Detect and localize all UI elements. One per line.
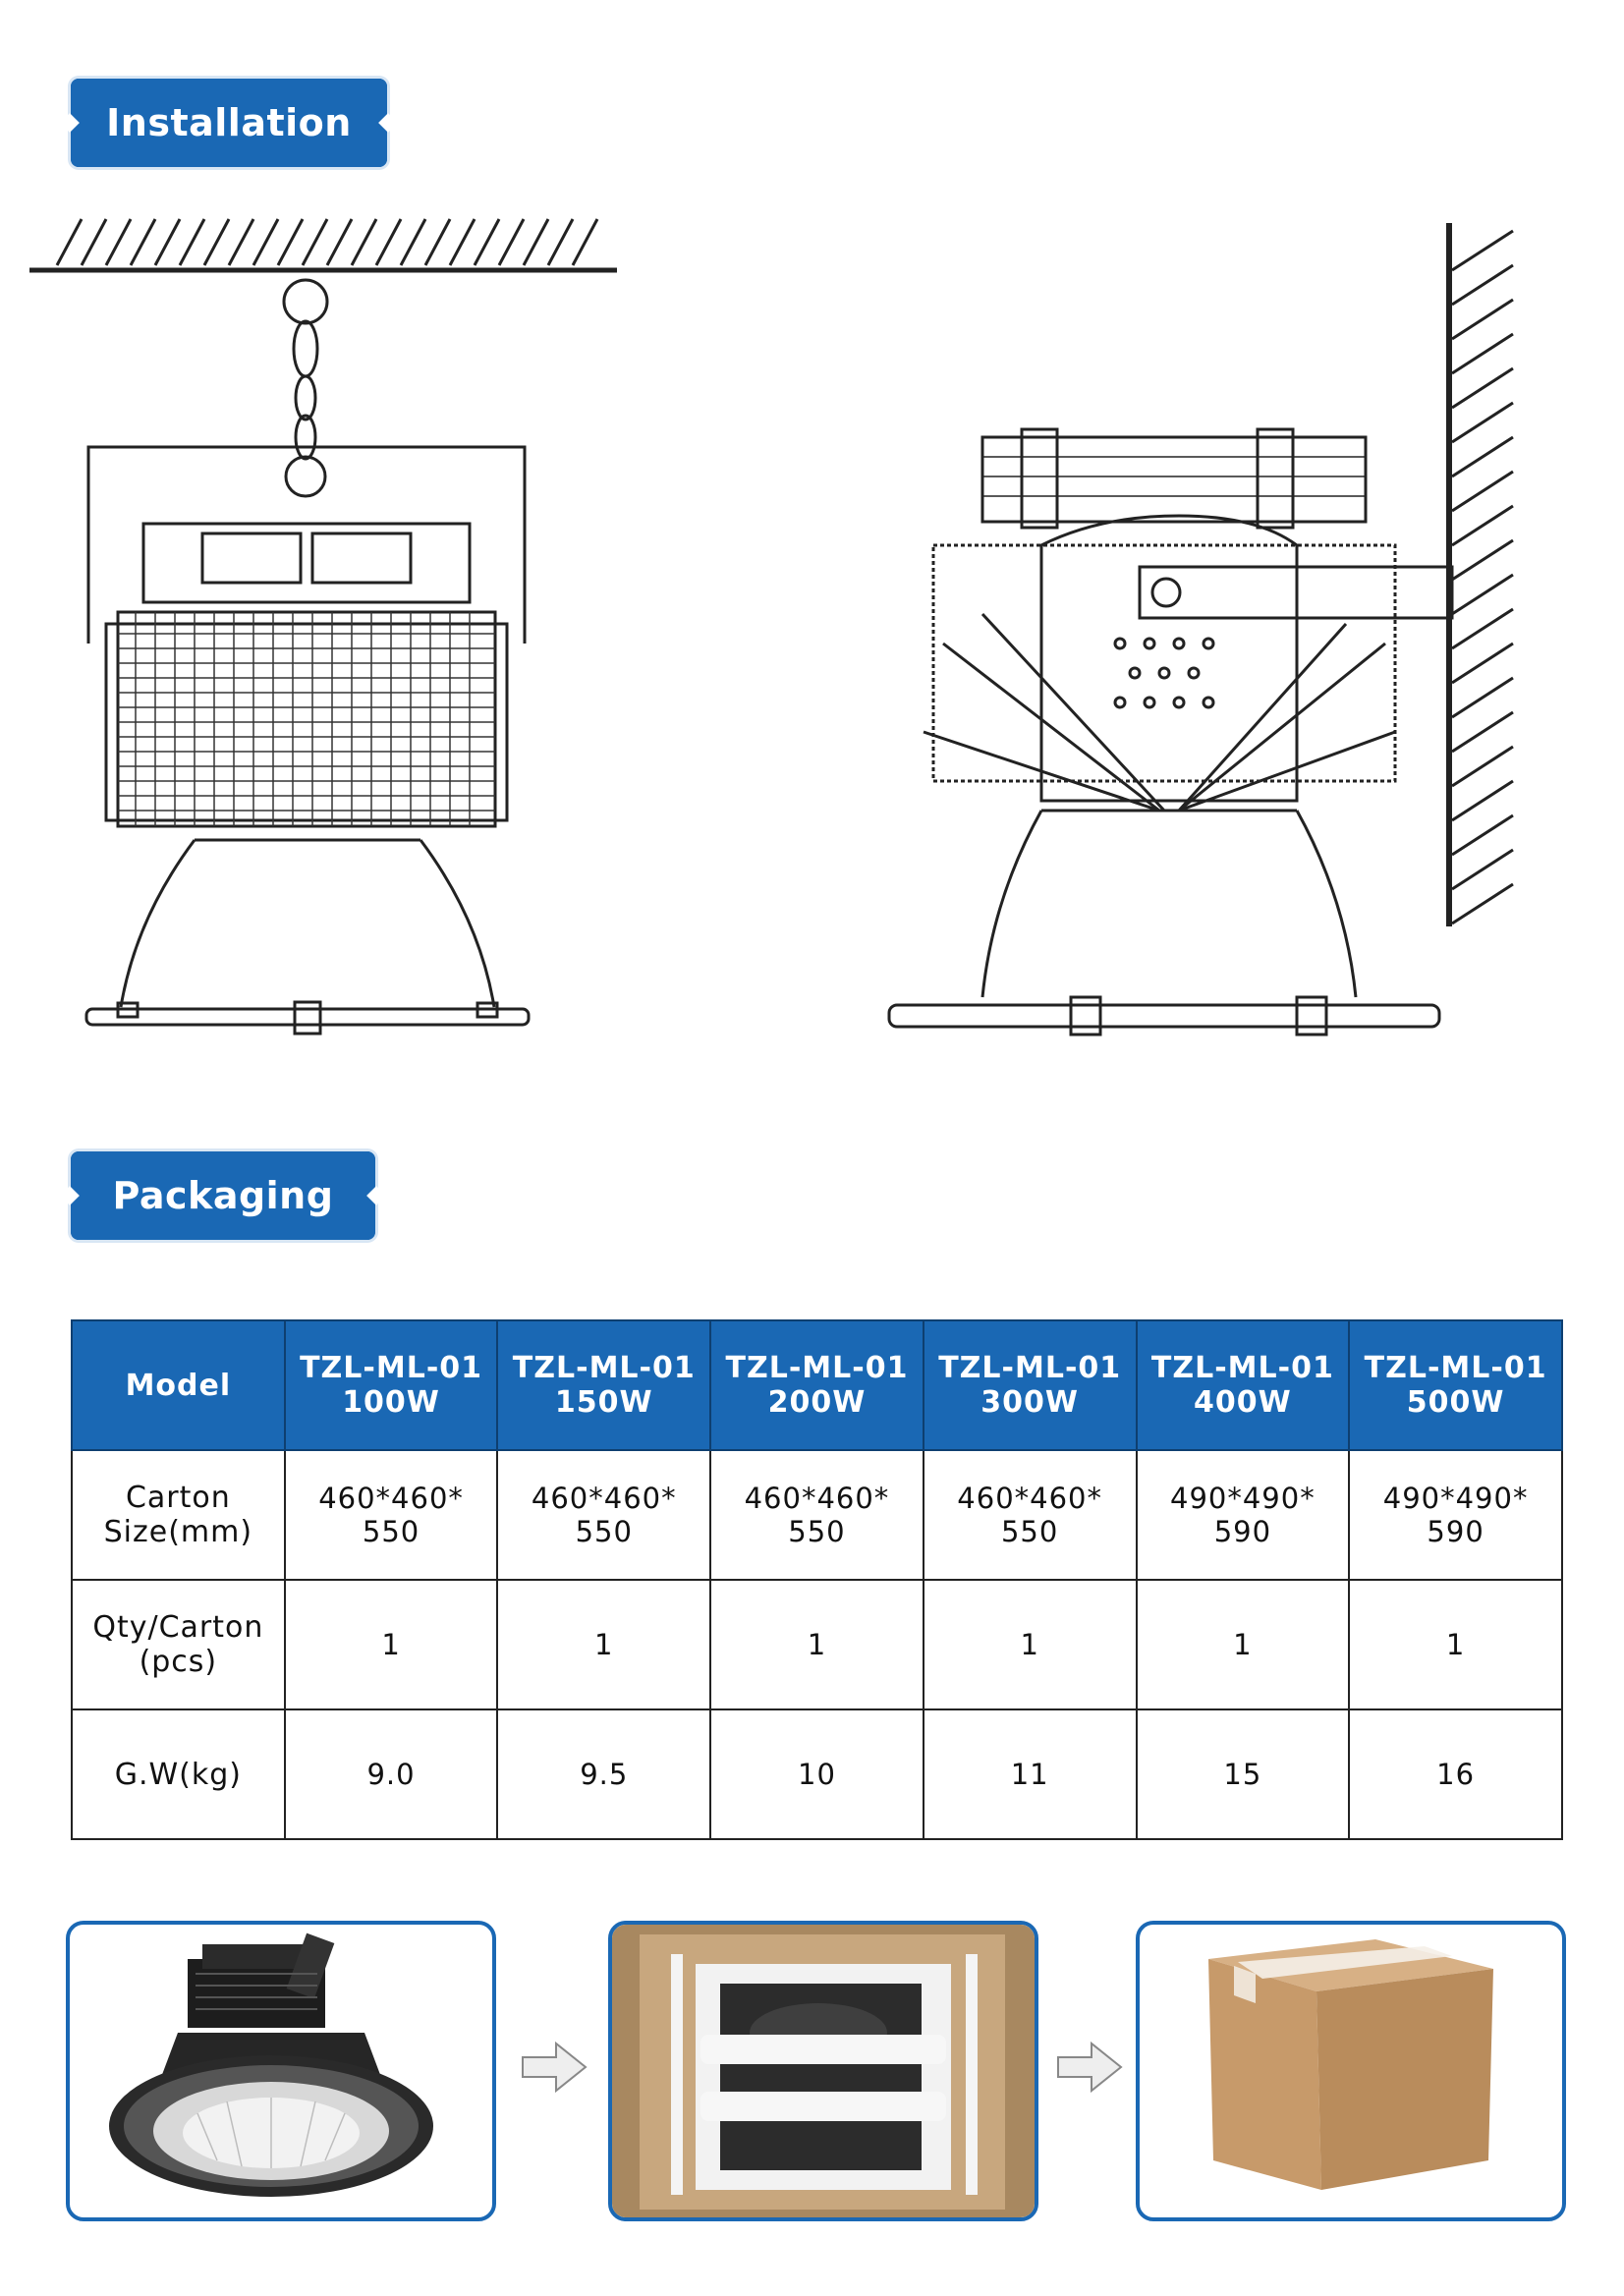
table-row	[72, 1450, 1562, 1580]
table-cell: 15	[1137, 1709, 1350, 1839]
packaging-table	[71, 1319, 1563, 1840]
packaging-heading: Packaging	[71, 1151, 375, 1240]
model-column-header: TZL-ML-01 500W	[1349, 1320, 1562, 1450]
table-cell: 1	[497, 1580, 710, 1709]
table-cell: 460*460* 550	[285, 1450, 498, 1580]
table-cell: 9.0	[285, 1709, 498, 1839]
table-cell: 10	[710, 1709, 924, 1839]
table-cell: 460*460* 550	[497, 1450, 710, 1580]
model-column-header: TZL-ML-01 300W	[924, 1320, 1137, 1450]
table-cell: 11	[924, 1709, 1137, 1839]
model-column-header: TZL-ML-01 400W	[1137, 1320, 1350, 1450]
table-cell: 1	[285, 1580, 498, 1709]
table-cell: 460*460* 550	[924, 1450, 1137, 1580]
carton-box-photo-card	[1136, 1921, 1566, 2221]
table-header-row	[72, 1320, 1562, 1450]
right-arrow-icon	[1054, 2038, 1125, 2097]
table-cell: 1	[1349, 1580, 1562, 1709]
model-column-header: TZL-ML-01 100W	[285, 1320, 498, 1450]
foam-packing-image	[612, 1925, 1035, 2217]
table-cell: 9.5	[497, 1709, 710, 1839]
installation-heading: Installation	[71, 79, 387, 167]
carton-box-image	[1140, 1925, 1562, 2217]
product-photo-card	[66, 1921, 496, 2221]
table-cell: 460*460* 550	[710, 1450, 924, 1580]
model-column-header: TZL-ML-01 150W	[497, 1320, 710, 1450]
table-cell: 1	[710, 1580, 924, 1709]
table-cell: 1	[1137, 1580, 1350, 1709]
foam-packing-photo-card	[608, 1921, 1038, 2221]
row-label-gross-weight: G.W(kg)	[72, 1709, 285, 1839]
row-label-carton-size: Carton Size(mm)	[72, 1450, 285, 1580]
table-cell: 490*490* 590	[1137, 1450, 1350, 1580]
table-row	[72, 1709, 1562, 1839]
high-bay-lamp-image	[70, 1925, 492, 2217]
table-row	[72, 1580, 1562, 1709]
wall-installation-drawing	[884, 211, 1523, 1056]
model-column-header: TZL-ML-01 200W	[710, 1320, 924, 1450]
model-header: Model	[72, 1320, 285, 1450]
hanging-installation-drawing	[28, 211, 617, 1056]
table-cell: 16	[1349, 1709, 1562, 1839]
row-label-qty-carton: Qty/Carton (pcs)	[72, 1580, 285, 1709]
right-arrow-icon	[519, 2038, 589, 2097]
table-cell: 490*490* 590	[1349, 1450, 1562, 1580]
table-cell: 1	[924, 1580, 1137, 1709]
